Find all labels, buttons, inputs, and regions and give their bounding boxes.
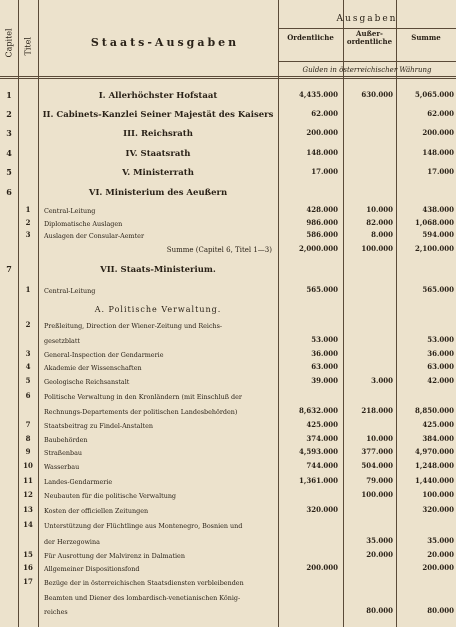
value-ausserordentliche: 8.000	[371, 230, 393, 239]
titel-number: 9	[25, 447, 31, 456]
row-label: reiches	[44, 608, 68, 616]
rule-capitel	[18, 0, 19, 627]
value-ausserordentliche: 10.000	[366, 434, 393, 443]
value-ordentliche: 17.000	[311, 167, 338, 176]
row-label: A. Politische Verwaltung.	[94, 305, 222, 314]
value-summe: 2,100.000	[415, 244, 454, 253]
value-summe: 148.000	[422, 148, 454, 157]
row-label: VII. Staats-Ministerium.	[100, 265, 216, 275]
row-label: der Herzegowina	[44, 538, 100, 546]
header-ordentliche: Ordentliche	[287, 33, 334, 42]
header-ausser-line1: Außer-	[356, 29, 383, 38]
row-label: Allgemeiner Dispositionsfond	[44, 565, 140, 573]
titel-number: 13	[23, 505, 33, 514]
capitel-number: 2	[6, 109, 12, 119]
titel-number: 15	[23, 550, 33, 559]
value-ausserordentliche: 10.000	[366, 205, 393, 214]
value-ausserordentliche: 504.000	[361, 461, 393, 470]
capitel-number: 7	[6, 264, 12, 274]
rule-ausser	[343, 0, 344, 627]
titel-number: 7	[25, 420, 31, 429]
value-ausserordentliche: 79.000	[366, 476, 393, 485]
value-ordentliche: 565.000	[306, 285, 338, 294]
row-label: Rechnungs-Departements der politischen Landesbehörden)	[44, 408, 238, 416]
row-label: Beamten und Diener des lombardisch-venetianischen König-	[44, 594, 241, 602]
row-label: Neubauten für die politische Verwaltung	[44, 492, 177, 500]
value-ordentliche: 36.000	[311, 349, 338, 358]
rule-summe	[396, 0, 397, 627]
value-summe: 35.000	[427, 536, 454, 545]
row-label: Akademie der Wissenschaften	[44, 364, 142, 372]
value-summe: 53.000	[427, 335, 454, 344]
value-ordentliche: 1,361.000	[299, 476, 338, 485]
header-ausserordentliche	[343, 30, 396, 46]
row-label: Preßleitung, Direction der Wiener-Zeitung und Reichs-	[44, 322, 223, 330]
row-label: Für Ausrottung der Malvirenz in Dalmatien	[44, 552, 185, 560]
value-ordentliche: 8,632.000	[299, 406, 338, 415]
value-summe: 63.000	[427, 362, 454, 371]
row-label: VI. Ministerium des Aeußern	[88, 188, 228, 198]
row-label: gesetzblatt	[44, 337, 80, 345]
page-title: Staats-Ausgaben	[90, 36, 240, 49]
value-summe: 594.000	[422, 230, 454, 239]
value-ordentliche: 39.000	[311, 376, 338, 385]
titel-number: 1	[25, 285, 31, 294]
value-ordentliche: 200.000	[306, 563, 338, 572]
value-ordentliche: 200.000	[306, 128, 338, 137]
rule-titel	[38, 0, 39, 627]
value-ausserordentliche: 377.000	[361, 447, 393, 456]
row-label: I. Allerhöchster Hofstaat	[98, 91, 218, 101]
value-ordentliche: 320.000	[306, 505, 338, 514]
titel-number: 14	[23, 520, 33, 529]
header-ausser-line2: ordentliche	[346, 37, 393, 46]
header-summe: Summe	[411, 33, 441, 42]
capitel-number: 1	[6, 90, 12, 100]
row-label: Bezüge der in österreichischen Staatsdiensten verbleibenden	[44, 579, 244, 587]
titel-number: 3	[25, 230, 31, 239]
value-ordentliche: 4,593.000	[299, 447, 338, 456]
value-summe: 4,970.000	[415, 447, 454, 456]
value-summe: 100.000	[422, 490, 454, 499]
row-label: Wasserbau	[44, 463, 80, 471]
value-ordentliche: 53.000	[311, 335, 338, 344]
row-label: General-Inspection der Gendarmerie	[44, 351, 164, 359]
capitel-number: 6	[6, 187, 12, 197]
value-ausserordentliche: 3.000	[371, 376, 393, 385]
titel-number: 10	[23, 461, 33, 470]
value-summe: 8,850.000	[415, 406, 454, 415]
rule-ordentliche	[278, 0, 279, 627]
row-label: Baubehörden	[44, 436, 88, 444]
titel-number: 2	[25, 320, 31, 329]
titel-number: 1	[25, 205, 31, 214]
row-label: Central-Leitung	[44, 287, 96, 295]
value-ausserordentliche: 100.000	[361, 244, 393, 253]
row-label: Unterstützung der Flüchtlinge aus Montenegro, Bosnien und	[44, 522, 243, 530]
rule-header-bottom	[0, 76, 456, 77]
header-ausgaben: Ausgaben	[336, 14, 398, 24]
value-ordentliche: 148.000	[306, 148, 338, 157]
row-label: Kosten der officiellen Zeitungen	[44, 507, 149, 515]
value-ausserordentliche: 35.000	[366, 536, 393, 545]
titel-number: 12	[23, 490, 33, 499]
value-ausserordentliche: 20.000	[366, 550, 393, 559]
row-label: Diplomatische Auslagen	[44, 220, 123, 228]
row-label: Straßenbau	[44, 449, 82, 457]
value-summe: 200.000	[422, 563, 454, 572]
capitel-number: 4	[6, 148, 12, 158]
value-summe: 80.000	[427, 606, 454, 615]
capitel-number: 5	[6, 167, 12, 177]
value-ordentliche: 4,435.000	[299, 90, 338, 99]
row-label: Politische Verwaltung in den Kronländern (mit Einschluß der	[44, 393, 242, 401]
value-ordentliche: 586.000	[306, 230, 338, 239]
rule-header-bottom-2	[0, 78, 456, 79]
value-summe: 565.000	[422, 285, 454, 294]
titel-number: 5	[25, 376, 31, 385]
value-summe: 425.000	[422, 420, 454, 429]
value-summe: 5,065.000	[415, 90, 454, 99]
value-ordentliche: 744.000	[306, 461, 338, 470]
value-summe: 62.000	[427, 109, 454, 118]
value-ausserordentliche: 82.000	[366, 218, 393, 227]
value-summe: 1,248.000	[415, 461, 454, 470]
capitel-number: 3	[6, 128, 12, 138]
value-ordentliche: 428.000	[306, 205, 338, 214]
header-titel: Titel	[23, 37, 33, 56]
row-label: Staatsbeitrag zu Findel-Anstalten	[44, 422, 153, 430]
value-summe: 384.000	[422, 434, 454, 443]
value-ordentliche: 986.000	[306, 218, 338, 227]
row-label: Landes-Gendarmerie	[44, 478, 113, 486]
value-summe: 36.000	[427, 349, 454, 358]
value-summe: 1,068.000	[415, 218, 454, 227]
rule-under-colheads	[278, 61, 456, 62]
titel-number: 2	[25, 218, 31, 227]
titel-number: 17	[23, 577, 33, 586]
value-summe: 17.000	[427, 167, 454, 176]
value-ordentliche: 2,000.000	[299, 244, 338, 253]
value-ausserordentliche: 100.000	[361, 490, 393, 499]
titel-number: 3	[25, 349, 31, 358]
value-ordentliche: 425.000	[306, 420, 338, 429]
value-ordentliche: 62.000	[311, 109, 338, 118]
value-ausserordentliche: 218.000	[361, 406, 393, 415]
titel-number: 6	[25, 391, 31, 400]
row-label: Geologische Reichsanstalt	[44, 378, 130, 386]
row-label: Auslagen der Consular-Aemter	[44, 232, 145, 240]
value-ordentliche: 63.000	[311, 362, 338, 371]
titel-number: 16	[23, 563, 33, 572]
value-summe: 20.000	[427, 550, 454, 559]
value-summe: 320.000	[422, 505, 454, 514]
currency-note: Gulden in österreichischer Währung	[302, 66, 432, 74]
value-ausserordentliche: 80.000	[366, 606, 393, 615]
row-label: III. Reichsrath	[123, 129, 193, 139]
row-label: Summe (Capitel 6, Titel 1—3)	[166, 246, 272, 254]
row-label: V. Ministerrath	[122, 168, 194, 178]
value-summe: 438.000	[422, 205, 454, 214]
row-label: II. Cabinets-Kanzlei Seiner Majestät des Kaisers	[42, 110, 274, 120]
row-label: IV. Staatsrath	[125, 149, 191, 159]
value-summe: 42.000	[427, 376, 454, 385]
titel-number: 11	[23, 476, 33, 485]
value-summe: 200.000	[422, 128, 454, 137]
value-ausserordentliche: 630.000	[361, 90, 393, 99]
titel-number: 4	[25, 362, 31, 371]
value-ordentliche: 374.000	[306, 434, 338, 443]
row-label: Central-Leitung	[44, 207, 96, 215]
titel-number: 8	[25, 434, 31, 443]
value-summe: 1,440.000	[415, 476, 454, 485]
header-capitel: Capitel	[4, 28, 14, 58]
